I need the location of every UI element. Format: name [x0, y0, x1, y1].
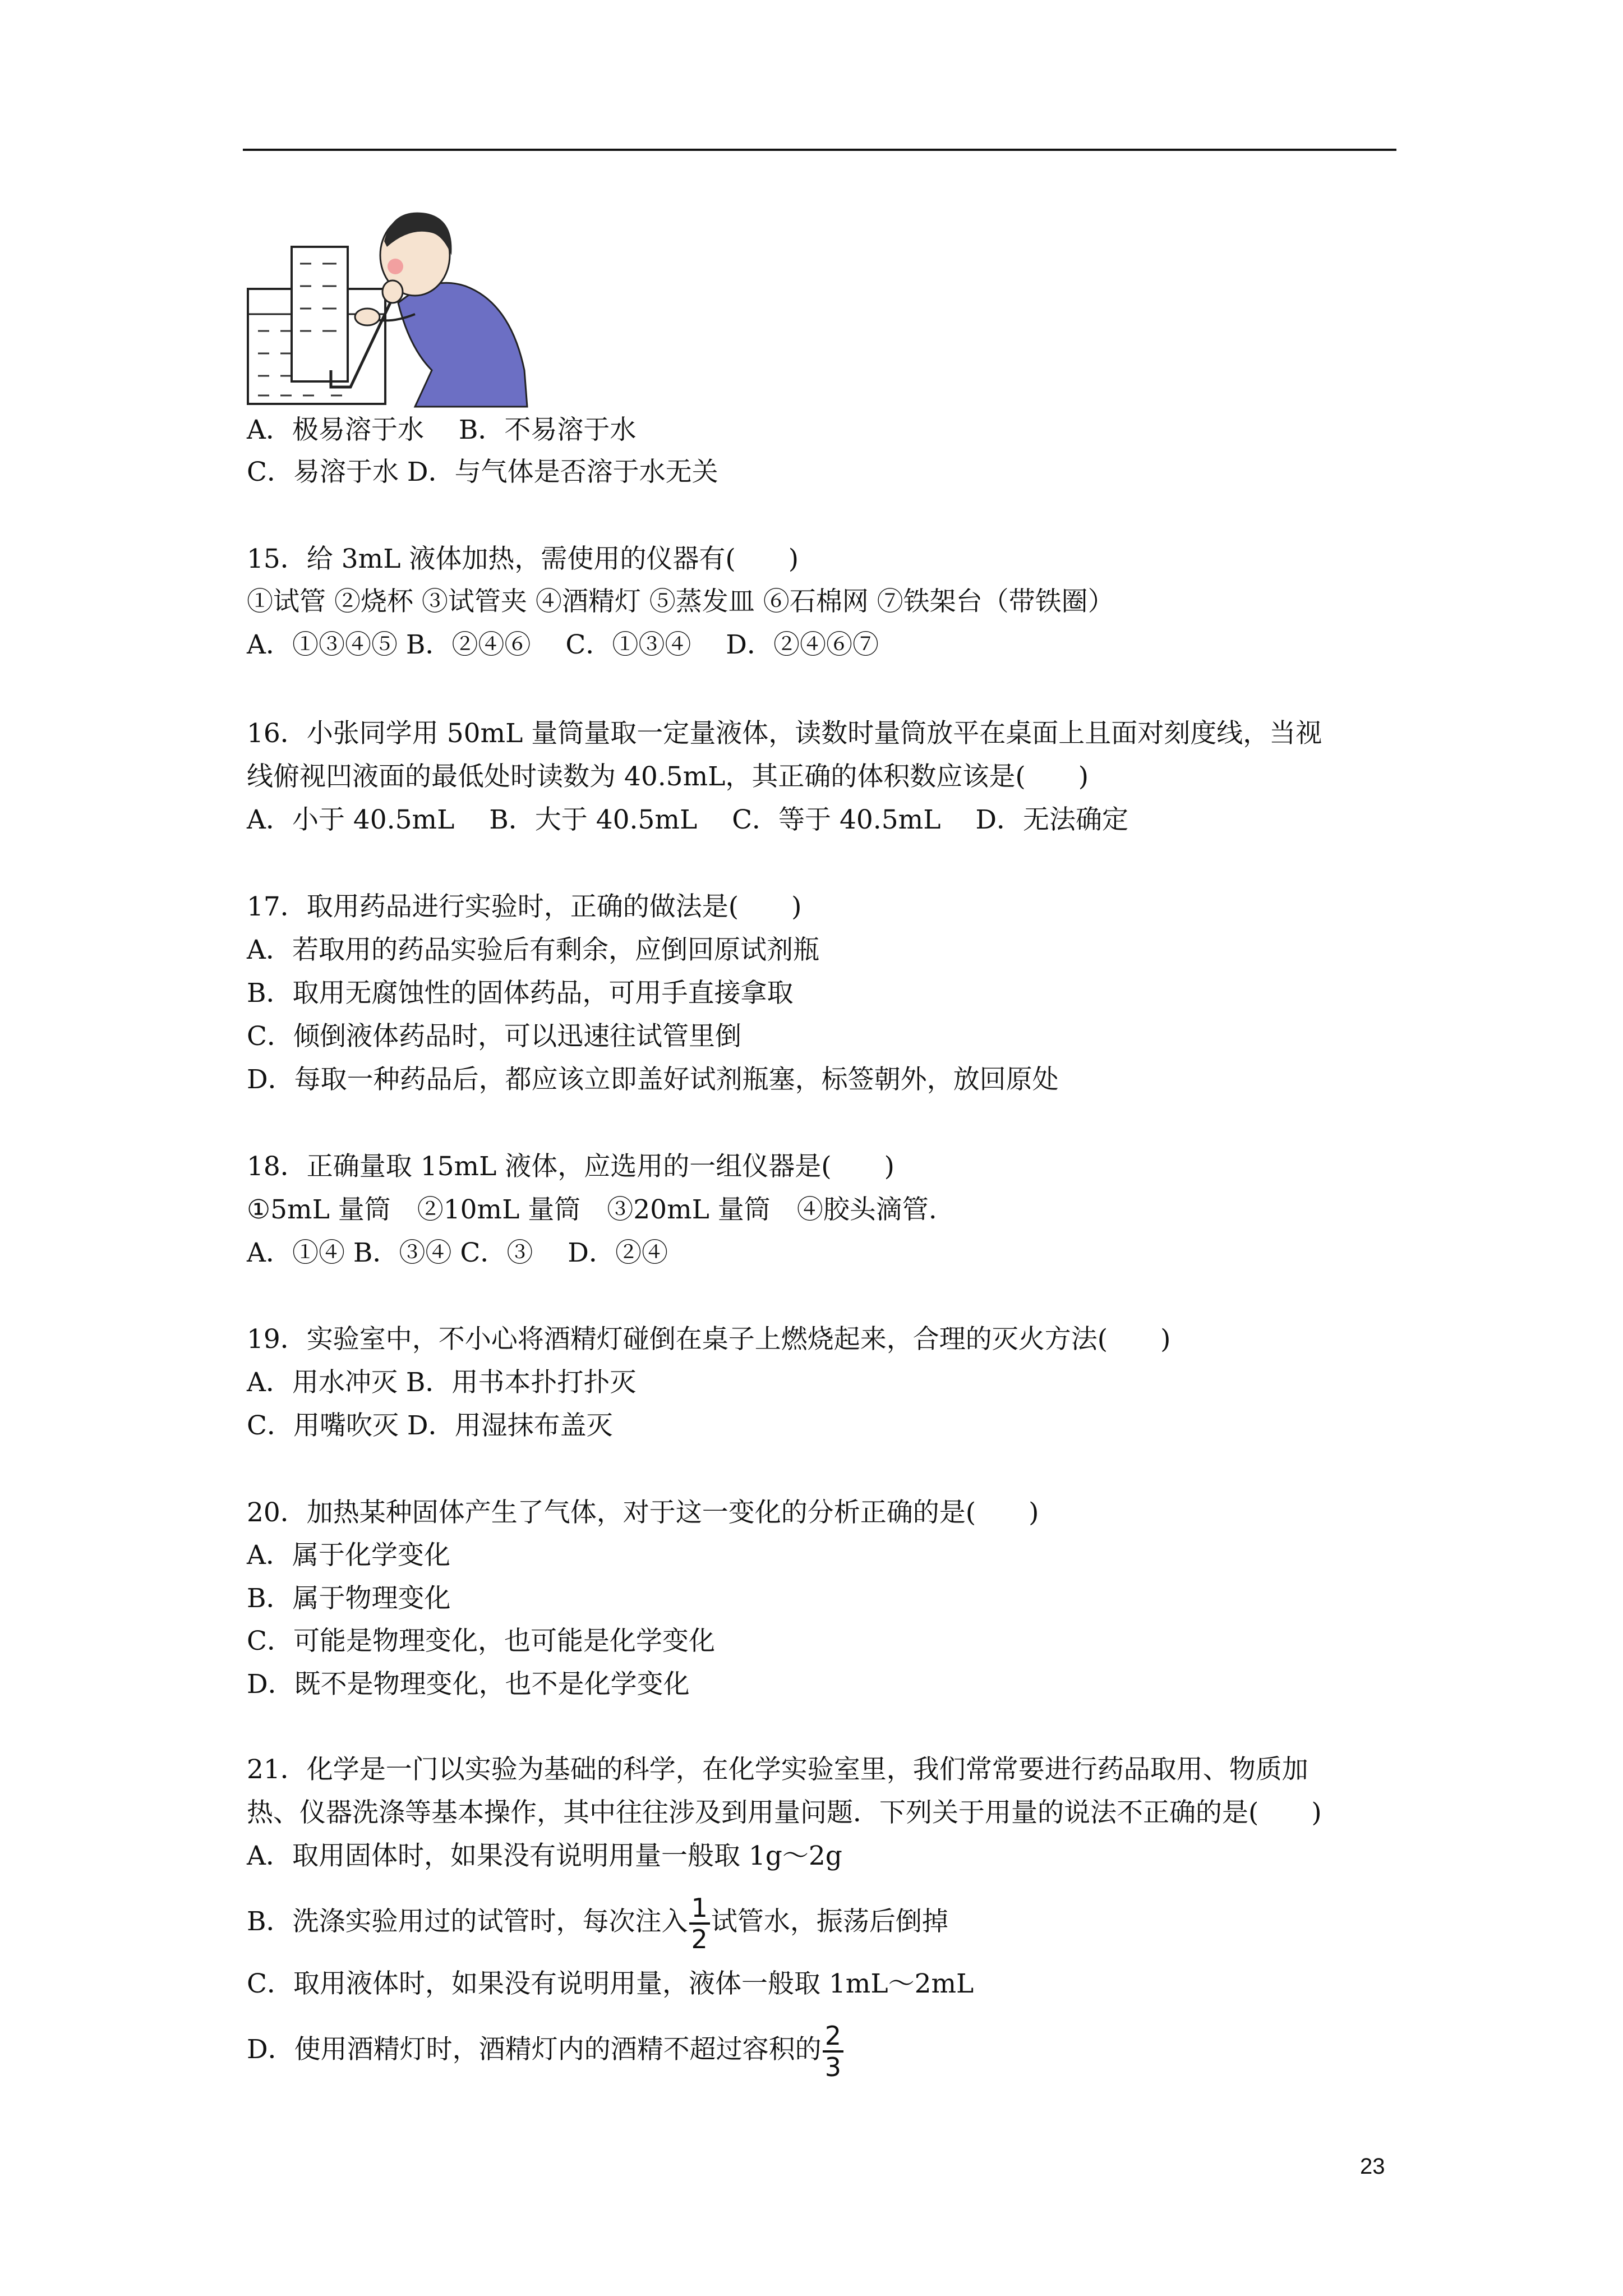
q21-option-b-fraction [689, 1893, 710, 1954]
q17-option-b: B．取用无腐蚀性的固体药品，可用手直接拿取 [247, 978, 794, 1009]
q14-options-cd: C．易溶于水 D．与气体是否溶于水无关 [247, 457, 718, 487]
q21-option-d [247, 2018, 845, 2082]
q21-option-b-text: B．洗涤实验用过的试管时，每次注入 [247, 1906, 688, 1937]
q21-option-c: C．取用液体时，如果没有说明用量，液体一般取 1mL～2mL [247, 1968, 974, 1999]
q18-stem: 18．正确量取 15mL 液体，应选用的一组仪器是( ) [247, 1151, 895, 1182]
header-rule [243, 149, 1396, 151]
q21-option-d-fraction [823, 2021, 843, 2082]
q20-option-c: C．可能是物理变化，也可能是化学变化 [247, 1626, 715, 1657]
q16-options: A．小于 40.5mL B．大于 40.5mL C．等于 40.5mL D．无法确定 [247, 804, 1129, 835]
q16-stem-1: 16．小张同学用 50mL 量筒量取一定量液体，读数时量筒放平在桌面上且面对刻度线，当视 [247, 718, 1322, 749]
q21-stem-2: 热、仪器洗涤等基本操作，其中往往涉及到用量问题．下列关于用量的说法不正确的是( ) [247, 1797, 1322, 1828]
q21-option-a: A．取用固体时，如果没有说明用量一般取 1g～2g [247, 1841, 842, 1871]
fraction-numerator: 1 [689, 1893, 710, 1925]
q15-items: ①试管 ②烧杯 ③试管夹 ④酒精灯 ⑤蒸发皿 ⑥石棉网 ⑦铁架台（带铁圈） [247, 586, 1114, 617]
fraction-denominator: 2 [691, 1924, 708, 1954]
q20-stem: 20．加热某种固体产生了气体，对于这一变化的分析正确的是( ) [247, 1497, 1039, 1528]
page-number: 23 [1360, 2154, 1385, 2179]
fraction-denominator: 3 [824, 2052, 841, 2082]
q21-option-b-text-end: 试管水，振荡后倒掉 [711, 1906, 948, 1937]
q18-options: A．①④ B．③④ C．③ D．②④ [247, 1237, 668, 1268]
q21-option-b [247, 1890, 948, 1954]
q15-options: A．①③④⑤ B．②④⑥ C．①③④ D．②④⑥⑦ [247, 629, 879, 660]
q19-stem: 19．实验室中，不小心将酒精灯碰倒在桌子上燃烧起来，合理的灭火方法( ) [247, 1324, 1171, 1355]
q21-stem-1: 21．化学是一门以实验为基础的科学，在化学实验室里，我们常常要进行药品取用、物质加 [247, 1754, 1308, 1785]
q20-option-d: D．既不是物理变化，也不是化学变化 [247, 1669, 690, 1700]
q18-items: ①5mL 量筒 ②10mL 量筒 ③20mL 量筒 ④胶头滴管. [247, 1194, 937, 1225]
q21-option-d-text: D．使用酒精灯时，酒精灯内的酒精不超过容积的 [247, 2034, 822, 2065]
q17-option-a: A．若取用的药品实验后有剩余，应倒回原试剂瓶 [247, 935, 819, 965]
fraction-numerator: 2 [823, 2021, 843, 2053]
q20-option-a: A．属于化学变化 [247, 1540, 450, 1571]
q16-stem-2: 线俯视凹液面的最低处时读数为 40.5mL，其正确的体积数应该是( ) [247, 761, 1089, 792]
q17-stem: 17．取用药品进行实验时，正确的做法是( ) [247, 891, 802, 922]
q19-options-ab: A．用水冲灭 B．用书本扑打扑灭 [247, 1367, 637, 1398]
experiment-illustration [247, 202, 533, 409]
q19-options-cd: C．用嘴吹灭 D．用湿抹布盖灭 [247, 1410, 613, 1441]
q15-stem: 15．给 3mL 液体加热，需使用的仪器有( ) [247, 544, 799, 574]
q20-option-b: B．属于物理变化 [247, 1583, 451, 1614]
q17-option-c: C．倾倒液体药品时，可以迅速往试管里倒 [247, 1021, 741, 1052]
q14-options-ab: A．极易溶于水 B．不易溶于水 [247, 415, 637, 445]
q17-option-d: D．每取一种药品后，都应该立即盖好试剂瓶塞，标签朝外，放回原处 [247, 1064, 1059, 1095]
